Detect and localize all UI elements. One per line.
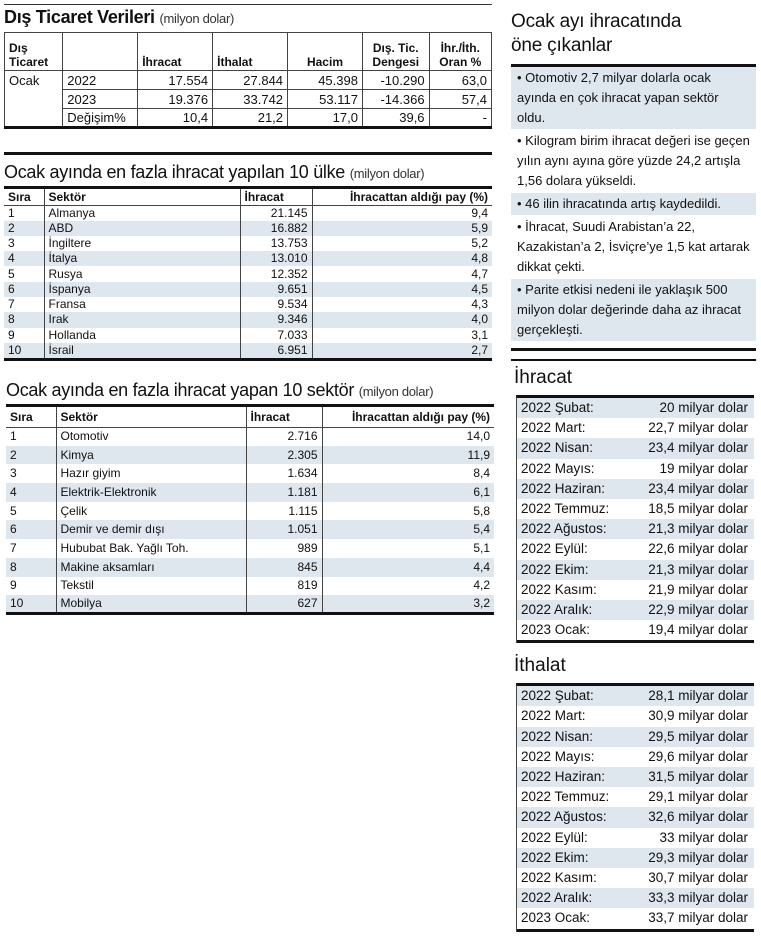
sector-name-cell: Demir ve demir dışı (56, 520, 246, 539)
month-label: 2022 Temmuz: (521, 500, 610, 516)
export-value-cell: 1.181 (246, 483, 322, 502)
trade-summary-table (4, 32, 492, 129)
list-item (517, 398, 754, 418)
sector-name-cell: Hazır giyim (56, 464, 246, 483)
month-label: 2023 Ocak: (521, 910, 591, 926)
rank-cell: 1 (4, 205, 44, 221)
table-row (6, 520, 494, 539)
country-name-cell: İngiltere (44, 236, 240, 251)
table-row (4, 282, 492, 297)
country-name-cell: Hollanda (44, 328, 240, 343)
month-value: 21,3 milyar dolar (648, 521, 748, 537)
month-value: 18,5 milyar dolar (648, 500, 748, 516)
rank-cell: 5 (4, 266, 44, 281)
list-item (517, 686, 754, 706)
list-item (517, 560, 754, 580)
month-label: 2022 Ekim: (521, 561, 589, 577)
list-item (517, 828, 754, 848)
table-row (4, 205, 492, 221)
list-item (517, 727, 754, 747)
table-row (4, 266, 492, 281)
rank-cell: 5 (6, 502, 56, 521)
export-value-cell: 12.352 (240, 266, 312, 281)
countries-table (4, 189, 492, 361)
countries-section (4, 152, 492, 361)
highlight-item: • Kilogram birim ihracat değeri ise geçen yılın aynı ayına göre yüzde 24,2 artışla 1,56 dolara yükseldi. (511, 130, 756, 193)
month-label: 2022 Aralık: (521, 601, 593, 617)
sector-name-cell: Çelik (56, 502, 246, 521)
table-row (6, 483, 494, 502)
country-name-cell: İspanya (44, 282, 240, 297)
highlight-item: • İhracat, Suudi Arabistan’a 22, Kazakistan’a 2, İsviçre’ye 1,5 kat artarak dikkat çekti. (511, 216, 756, 279)
table-row (4, 251, 492, 266)
export-value-cell: 989 (246, 539, 322, 558)
month-value: 29,3 milyar dolar (648, 849, 748, 865)
month-label: 2022 Eylül: (521, 829, 588, 845)
month-value: 22,7 milyar dolar (648, 420, 748, 436)
month-label: 2022 Ağustos: (521, 809, 607, 825)
countries-title: Ocak ayında en fazla ihracat yapılan 10 ülke (milyon dolar) (4, 162, 425, 182)
month-label: 2022 Eylül: (521, 541, 588, 557)
month-label: 2022 Haziran: (521, 480, 606, 496)
month-value: 22,9 milyar dolar (648, 601, 748, 617)
export-value-cell: 1.634 (246, 464, 322, 483)
table-row (4, 312, 492, 327)
sector-name-cell: Makine aksamları (56, 558, 246, 577)
month-label: 2022 Şubat: (521, 400, 594, 415)
rank-cell: 4 (6, 483, 56, 502)
list-item (517, 499, 754, 519)
rank-cell: 7 (4, 297, 44, 312)
trade-row-2022: Ocak 2022 17.554 27.844 45.398 -10.290 63,0 (5, 71, 492, 90)
export-value-cell: 9.534 (240, 297, 312, 312)
export-value-cell: 2.716 (246, 427, 322, 446)
month-value: 30,9 milyar dolar (648, 708, 748, 724)
export-value-cell: 9.651 (240, 282, 312, 297)
month-value: 33,7 milyar dolar (648, 910, 748, 926)
rank-cell: 9 (6, 577, 56, 596)
share-cell: 4,4 (322, 558, 494, 577)
table-row (4, 236, 492, 251)
highlights-list (511, 64, 756, 342)
list-item (517, 908, 754, 928)
rank-cell: 10 (6, 595, 56, 614)
sectors-header-row: Sıra Sektör İhracat İhracattan aldığı pay (%) (6, 407, 494, 427)
sectors-table (6, 407, 494, 615)
month-value: 19,4 milyar dolar (648, 622, 748, 638)
table-row (6, 558, 494, 577)
table-row (4, 343, 492, 360)
export-value-cell: 13.010 (240, 251, 312, 266)
share-cell: 5,1 (473, 540, 490, 555)
month-value: 29,1 milyar dolar (648, 789, 748, 805)
right-column (511, 0, 756, 932)
rank-cell: 2 (4, 221, 44, 236)
export-value-cell: 1.115 (246, 502, 322, 521)
list-item (517, 459, 754, 479)
share-cell: 2,7 (312, 343, 492, 360)
country-name-cell: Irak (44, 312, 240, 327)
export-value-cell: 1.051 (246, 520, 322, 539)
share-cell: 5,9 (312, 221, 492, 236)
month-value: 28,1 milyar dolar (648, 688, 748, 704)
list-item (517, 600, 754, 620)
export-value-cell: 9.346 (240, 312, 312, 327)
rank-cell: 4 (4, 251, 44, 266)
month-label: 2022 Şubat: (521, 688, 594, 704)
rank-cell: 2 (6, 446, 56, 465)
list-item (517, 747, 754, 767)
table-row (6, 595, 494, 614)
share-cell: 11,9 (322, 446, 494, 465)
trade-row-change: Değişim% 10,4 21,2 17,0 39,6 - (5, 109, 492, 128)
rank-cell: 8 (6, 558, 56, 577)
export-value-cell: 16.882 (240, 221, 312, 236)
country-name-cell: ABD (44, 221, 240, 236)
month-label: 2022 Haziran: (521, 769, 606, 784)
list-item (517, 519, 754, 539)
imports-monthly-title: İthalat (514, 655, 566, 677)
list-item (517, 888, 754, 908)
month-label: 2022 Nisan: (521, 440, 594, 456)
month-value: 29,6 milyar dolar (648, 748, 748, 764)
list-item (517, 868, 754, 888)
sector-name-cell: Hububat Bak. Yağlı Toh. (56, 539, 246, 558)
countries-header-row: Sıra Sektör İhracat İhracattan aldığı pay (%) (4, 189, 492, 205)
highlight-item: • 46 ilin ihracatında artış kaydedildi. (511, 193, 756, 216)
sector-name-cell: Mobilya (56, 595, 246, 614)
table-row (6, 577, 494, 596)
month-value: 23,4 milyar dolar (648, 480, 748, 496)
table-row (4, 328, 492, 343)
share-cell: 4,0 (312, 312, 492, 327)
country-name-cell: İsrail (44, 343, 240, 360)
share-cell: 3,2 (322, 595, 494, 614)
month-value: 33 milyar dolar (659, 829, 748, 845)
highlights-title: Ocak ayı ihracatında öne çıkanlar (511, 11, 682, 56)
exports-monthly-list (516, 395, 754, 643)
share-cell: 4,7 (471, 266, 488, 281)
export-value-cell: 13.753 (240, 236, 312, 251)
share-cell: 5,2 (471, 235, 488, 250)
rank-cell: 7 (6, 539, 56, 558)
export-value-cell: 6.951 (240, 343, 312, 360)
rank-cell: 1 (6, 427, 56, 446)
trade-summary-title: Dış Ticaret Verileri (milyon dolar) (4, 7, 235, 27)
list-item (517, 418, 754, 438)
sectors-title: Ocak ayında en fazla ihracat yapan 10 sektör (milyon dolar) (6, 380, 434, 400)
list-item (517, 706, 754, 726)
share-cell: 9,4 (471, 205, 488, 220)
export-value-cell: 2.305 (246, 446, 322, 465)
list-item (517, 620, 754, 640)
rank-cell: 3 (4, 236, 44, 251)
list-item (517, 787, 754, 807)
month-label: 2022 Kasım: (521, 581, 597, 597)
sector-name-cell: Elektrik-Elektronik (56, 483, 246, 502)
trade-row-2023: 2023 19.376 33.742 53.117 -14.366 57,4 (5, 90, 492, 109)
highlight-item: • Otomotiv 2,7 milyar dolarla ocak ayında en çok ihracat yapan sektör oldu. (511, 67, 756, 130)
country-name-cell: Rusya (44, 266, 240, 281)
rank-cell: 8 (4, 312, 44, 327)
rank-cell: 10 (4, 343, 44, 360)
list-item (517, 438, 754, 458)
list-item (517, 848, 754, 868)
export-value-cell: 7.033 (240, 328, 312, 343)
month-label: 2022 Mayıs: (521, 460, 595, 476)
table-row (6, 502, 494, 521)
table-row (4, 221, 492, 236)
rank-cell: 3 (6, 464, 56, 483)
table-row (6, 464, 494, 483)
month-label: 2023 Ocak: (521, 622, 591, 638)
rank-cell: 6 (4, 282, 44, 297)
month-value: 32,6 milyar dolar (648, 809, 748, 825)
month-value: 22,6 milyar dolar (648, 541, 748, 557)
country-name-cell: Almanya (44, 205, 240, 221)
month-value: 29,5 milyar dolar (648, 728, 748, 744)
sector-name-cell: Tekstil (56, 577, 246, 596)
month-label: 2022 Mayıs: (521, 748, 595, 764)
month-label: 2022 Temmuz: (521, 789, 610, 805)
export-value-cell: 627 (246, 595, 322, 614)
list-item (517, 580, 754, 600)
month-label: 2022 Ekim: (521, 849, 589, 865)
export-value-cell: 21.145 (240, 205, 312, 221)
month-label: 2022 Mart: (521, 708, 586, 724)
rank-cell: 6 (6, 520, 56, 539)
sector-name-cell: Kimya (56, 446, 246, 465)
table-row (6, 427, 494, 446)
share-cell: 5,4 (322, 520, 494, 539)
share-cell: 3,1 (471, 327, 488, 342)
month-value: 23,4 milyar dolar (648, 440, 748, 456)
list-item (517, 479, 754, 499)
country-name-cell: Fransa (44, 297, 240, 312)
list-item (517, 767, 754, 787)
trade-summary-section (4, 4, 492, 129)
month-label: 2022 Ağustos: (521, 521, 607, 537)
month-value: 19 milyar dolar (659, 460, 748, 476)
month-value: 21,9 milyar dolar (648, 581, 748, 597)
list-item (517, 539, 754, 559)
month-label: 2022 Mart: (521, 420, 586, 436)
table-row (6, 446, 494, 465)
share-cell: 5,8 (473, 503, 490, 518)
month-value: 20 milyar dolar (659, 400, 748, 415)
share-cell: 8,4 (473, 466, 490, 481)
country-name-cell: İtalya (44, 251, 240, 266)
month-label: 2022 Aralık: (521, 890, 593, 906)
share-cell: 4,8 (312, 251, 492, 266)
share-cell: 14,0 (466, 429, 490, 444)
month-value: 31,5 milyar dolar (648, 769, 748, 784)
trade-header-row: Dış Ticaret İhracat İthalat Hacim Dış. Tic. Dengesi İhr./İth. Oran % (5, 33, 492, 71)
month-label: 2022 Kasım: (521, 869, 597, 885)
export-value-cell: 845 (246, 558, 322, 577)
list-item (517, 807, 754, 827)
export-value-cell: 819 (246, 577, 322, 596)
imports-monthly-list (516, 683, 754, 931)
rank-cell: 9 (4, 328, 44, 343)
sectors-section (6, 380, 494, 615)
share-cell: 4,5 (312, 282, 492, 297)
table-row (4, 297, 492, 312)
share-cell: 4,3 (471, 297, 488, 312)
table-row (6, 539, 494, 558)
month-value: 33,3 milyar dolar (648, 890, 748, 906)
highlight-item: • Parite etkisi nedeni ile yaklaşık 500 milyon dolar değerinde daha az ihracat gerçekleşti. (511, 279, 756, 342)
share-cell: 4,2 (473, 578, 490, 593)
exports-monthly-title: İhracat (514, 367, 573, 388)
share-cell: 6,1 (322, 483, 494, 502)
sector-name-cell: Otomotiv (56, 427, 246, 446)
month-value: 21,3 milyar dolar (648, 561, 748, 577)
month-value: 30,7 milyar dolar (648, 869, 748, 885)
month-label: 2022 Nisan: (521, 728, 594, 744)
